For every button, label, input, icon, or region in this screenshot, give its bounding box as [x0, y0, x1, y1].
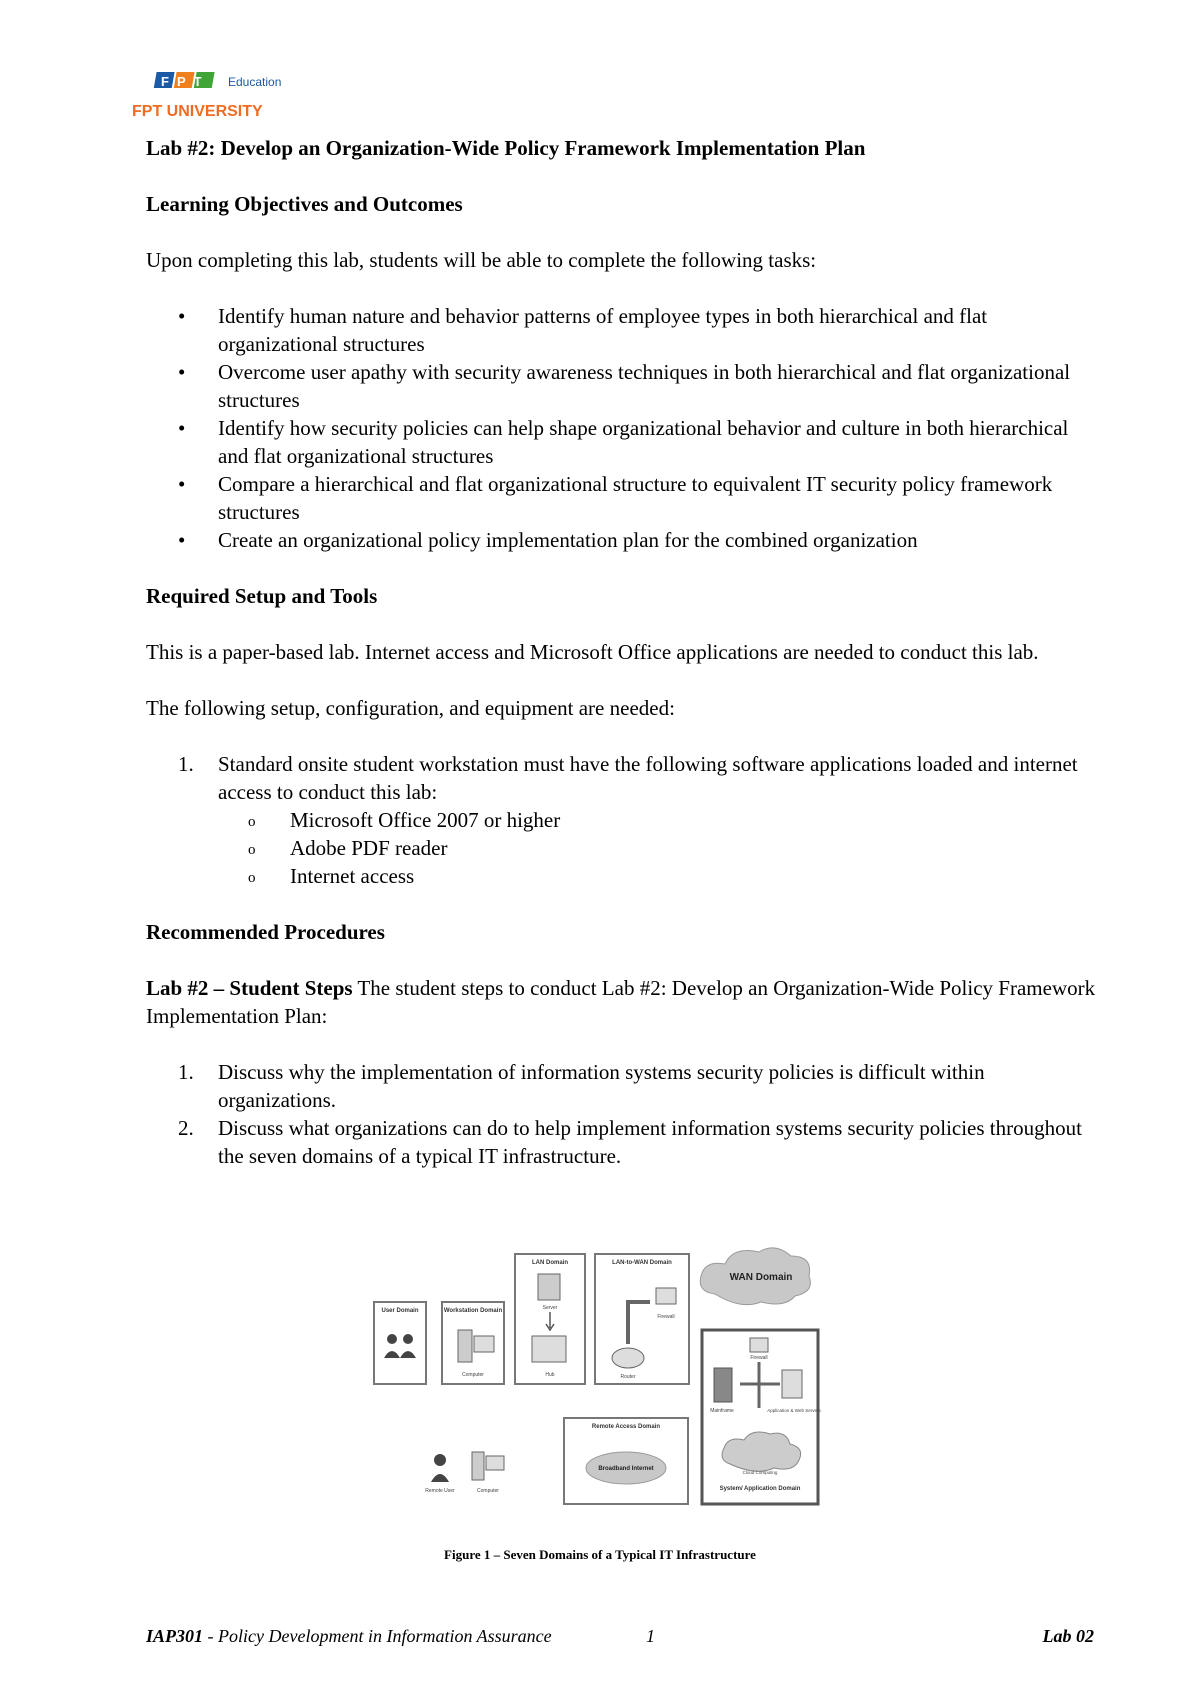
setup-heading: Required Setup and Tools [146, 584, 378, 608]
router-icon [612, 1348, 644, 1368]
cloud-computing-label: Cloud Computing [742, 1470, 778, 1475]
list-item [146, 1114, 1096, 1170]
document-body [146, 134, 1096, 1198]
lan-domain-label: LAN Domain [532, 1260, 568, 1266]
step-text: Discuss what organizations can do to help implement information systems security policies throughout the seven domains of a typical IT infrastructure. [218, 1116, 1082, 1168]
firewall-label: Firewall [657, 1314, 675, 1320]
remote-user-icon [434, 1454, 446, 1466]
seven-domains-diagram [370, 1238, 870, 1538]
procedures-lead-bold: Lab #2 – Student Steps [146, 976, 353, 1000]
fpt-education-logo [128, 64, 298, 126]
list-item: • Overcome user apathy with security awareness techniques in both hierarchical and flat organizational structures [146, 358, 1096, 414]
setup-steps [146, 750, 1096, 890]
objectives-list [146, 302, 1096, 554]
app-servers-icon [782, 1370, 802, 1398]
footer-page-number: 1 [646, 1626, 655, 1646]
footer-course-code: IAP301 [146, 1626, 204, 1646]
app-servers-label: Application & Web Servers [767, 1408, 821, 1413]
mainframe-icon [714, 1368, 732, 1402]
remote-computer-label: Computer [477, 1488, 499, 1494]
logo-brand-text: FPT [161, 74, 210, 89]
computer-label: Computer [462, 1372, 484, 1378]
procedures-lead-text: The student steps to conduct Lab #2: Develop an Organization-Wide Policy Framework Implementation Plan: [146, 976, 1096, 1028]
setup-paragraph-1: This is a paper-based lab. Internet access and Microsoft Office applications are needed to conduct this lab. [146, 640, 1039, 664]
broadband-label: Broadband Internet [598, 1466, 654, 1472]
footer-course [146, 1626, 552, 1647]
system-application-domain-label: System/ Application Domain [719, 1486, 801, 1492]
fpt-logo-mark [154, 72, 215, 89]
lan-to-wan-domain-label: LAN-to-WAN Domain [612, 1260, 672, 1266]
footer-lab-number: Lab 02 [1042, 1626, 1094, 1646]
list-item: • Identify how security policies can help shape organizational behavior and culture in both hierarchical and flat organizational structures [146, 414, 1096, 470]
lan-to-wan-domain-box [595, 1254, 689, 1384]
objectives-heading: Learning Objectives and Outcomes [146, 192, 463, 216]
firewall-icon [750, 1338, 768, 1352]
list-item [146, 750, 1096, 890]
procedures-heading: Recommended Procedures [146, 920, 385, 944]
step-text: Discuss why the implementation of information systems security policies is difficult within organizations. [218, 1060, 985, 1112]
lab-title: Lab #2: Develop an Organization-Wide Policy Framework Implementation Plan [146, 136, 866, 160]
wan-domain-label: WAN Domain [729, 1272, 793, 1283]
setup-paragraph-2: The following setup, configuration, and equipment are needed: [146, 696, 675, 720]
procedure-steps [146, 1058, 1096, 1170]
list-item: • Identify human nature and behavior patterns of employee types in both hierarchical and flat organizational structures [146, 302, 1096, 358]
remote-user-label: Remote User [425, 1488, 455, 1494]
university-name: FPT UNIVERSITY [132, 103, 263, 120]
list-item: • Create an organizational policy implementation plan for the combined organization [146, 526, 1096, 554]
workstation-domain-label: Workstation Domain [443, 1308, 503, 1314]
step-text: Standard onsite student workstation must have the following software applications loaded and internet access to conduct this lab: [218, 752, 1078, 804]
firewall-label: Firewall [750, 1355, 768, 1361]
figure-caption: Figure 1 – Seven Domains of a Typical IT Infrastructure [444, 1547, 756, 1562]
wan-domain-cloud [700, 1248, 810, 1305]
user-domain-box [374, 1302, 426, 1384]
remote-user [425, 1452, 504, 1494]
remote-access-domain-label: Remote Access Domain [591, 1424, 661, 1430]
system-application-domain-box [702, 1330, 821, 1504]
user-domain-label: User Domain [381, 1308, 419, 1314]
objectives-intro: Upon completing this lab, students will be able to complete the following tasks: [146, 248, 817, 272]
footer-course-title: - Policy Development in Information Assurance [203, 1626, 552, 1646]
step-number: 2. [178, 1116, 194, 1140]
list-item: o Internet access [218, 862, 1096, 890]
list-item: o Adobe PDF reader [218, 834, 1096, 862]
mainframe-label: Mainframe [710, 1408, 734, 1414]
list-item: o Microsoft Office 2007 or higher [218, 806, 1096, 834]
server-icon [538, 1274, 560, 1300]
firewall-icon [656, 1288, 676, 1304]
logo-tagline: Education [228, 75, 282, 89]
router-label: Router [620, 1374, 636, 1380]
step-number: 1. [178, 1060, 194, 1084]
server-label: Server [542, 1305, 558, 1311]
workstation-domain-box [442, 1302, 504, 1384]
software-list [218, 806, 1096, 890]
list-item [146, 1058, 1096, 1114]
hub-icon [532, 1336, 566, 1362]
lan-domain-box [515, 1254, 585, 1384]
remote-access-domain-box [564, 1418, 688, 1504]
hub-label: Hub [545, 1372, 555, 1378]
step-number: 1. [178, 752, 194, 776]
list-item: • Compare a hierarchical and flat organizational structure to equivalent IT security policy framework structures [146, 470, 1096, 526]
remote-computer-icon [472, 1452, 484, 1480]
procedures-lead [146, 974, 1096, 1030]
